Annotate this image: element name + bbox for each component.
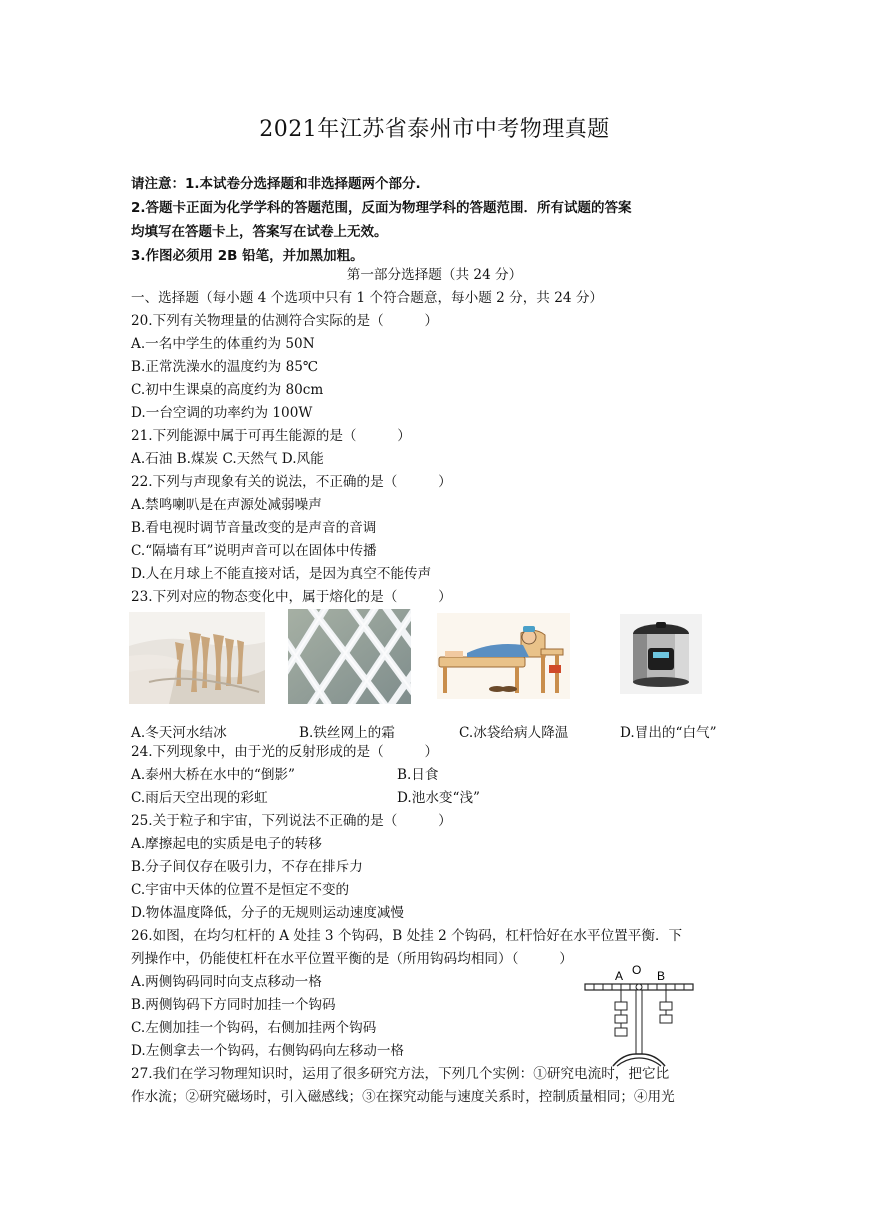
frosted-wire-mesh-image	[288, 609, 411, 704]
label-o: O	[632, 963, 642, 977]
q26-option-a: A.两侧钩码同时向支点移动一格	[131, 974, 322, 990]
notice-line-3: 均填写在答题卡上，答案写在试卷上无效。	[131, 224, 388, 240]
part1-title: 第一部分选择题（共 24 分）	[346, 267, 523, 283]
notice-line-2: 2.答题卡正面为化学学科的答题范围，反面为物理学科的答题范围．所有试题的答案	[131, 200, 632, 216]
q27-line-1: 27.我们在学习物理知识时，运用了很多研究方法，下列几个实例：①研究电流时，把它比	[131, 1066, 670, 1082]
frozen-river-image	[129, 612, 265, 704]
q24-option-c: C.雨后天空出现的彩虹	[131, 790, 268, 806]
q24-option-d: D.池水变“浅”	[397, 790, 481, 806]
q25-option-a: A.摩擦起电的实质是电子的转移	[131, 836, 322, 852]
q25-option-d: D.物体温度降低，分子的无规则运动速度减慢	[131, 905, 405, 921]
q26-option-c: C.左侧加挂一个钩码，右侧加挂两个钩码	[131, 1020, 377, 1036]
q22-option-d: D.人在月球上不能直接对话，是因为真空不能传声	[131, 566, 432, 582]
q24-option-a: A.泰州大桥在水中的“倒影”	[131, 767, 295, 783]
notice-block	[131, 172, 751, 268]
section1-heading: 一、选择题（每小题 4 个选项中只有 1 个符合题意，每小题 2 分，共 24 分）	[131, 290, 604, 306]
q20-option-d: D.一台空调的功率约为 100W	[131, 405, 313, 421]
q24-stem: 24.下列现象中，由于光的反射形成的是（ ）	[131, 744, 439, 760]
q25-option-c: C.宇宙中天体的位置不是恒定不变的	[131, 882, 350, 898]
notice-line-1: 请注意：1.本试卷分选择题和非选择题两个部分.	[131, 176, 421, 192]
q23-option-d: D.冒出的“白气”	[620, 725, 717, 741]
label-a: A	[615, 969, 624, 983]
q22-option-c: C.“隔墙有耳”说明声音可以在固体中传播	[131, 543, 377, 559]
q26-option-d: D.左侧拿去一个钩码，右侧钩码向左移动一格	[131, 1043, 405, 1059]
q26-stem-line-1: 26.如图，在均匀杠杆的 A 处挂 3 个钩码，B 处挂 2 个钩码，杠杆恰好在水平位置平衡．下	[131, 928, 683, 944]
q22-option-b: B.看电视时调节音量改变的是声音的音调	[131, 520, 377, 536]
q23-option-a: A.冬天河水结冰	[131, 725, 227, 741]
q23-stem: 23.下列对应的物态变化中，属于熔化的是（ ）	[131, 589, 452, 605]
q25-stem: 25.关于粒子和宇宙，下列说法不正确的是（ ）	[131, 813, 452, 829]
q26-stem-line-2: 列操作中，仍能使杠杆在水平位置平衡的是（所用钩码均相同）（ ）	[131, 951, 573, 967]
q23-option-c: C.冰袋给病人降温	[459, 725, 569, 741]
notice-line-4: 3.作图必须用 2B 铅笔，并加黑加粗。	[131, 248, 364, 264]
q22-option-a: A.禁鸣喇叭是在声源处减弱噪声	[131, 497, 322, 513]
q20-option-c: C.初中生课桌的高度约为 80cm	[131, 382, 324, 398]
q26-option-b: B.两侧钩码下方同时加挂一个钩码	[131, 997, 336, 1013]
lever-diagram	[583, 962, 695, 1070]
q24-option-b: B.日食	[397, 767, 439, 783]
page-title: 2021年江苏省泰州市中考物理真题	[259, 117, 610, 142]
q22-stem: 22.下列与声现象有关的说法，不正确的是（ ）	[131, 474, 452, 490]
q21-stem: 21.下列能源中属于可再生能源的是（ ）	[131, 428, 411, 444]
label-b: B	[657, 969, 666, 983]
q23-option-b: B.铁丝网上的霜	[299, 725, 395, 741]
q27-line-2: 作水流；②研究磁场时，引入磁感线；③在探究动能与速度关系时，控制质量相同；④用光	[131, 1089, 675, 1105]
q20-option-b: B.正常洗澡水的温度约为 85℃	[131, 359, 319, 375]
q21-options: A.石油 B.煤炭 C.天然气 D.风能	[131, 451, 324, 467]
q25-option-b: B.分子间仅存在吸引力，不存在排斥力	[131, 859, 363, 875]
ice-bag-patient-image	[437, 613, 570, 699]
q20-option-a: A.一名中学生的体重约为 50N	[131, 336, 315, 352]
pressure-cooker-image	[620, 614, 702, 694]
q20-stem: 20.下列有关物理量的估测符合实际的是（ ）	[131, 313, 439, 329]
